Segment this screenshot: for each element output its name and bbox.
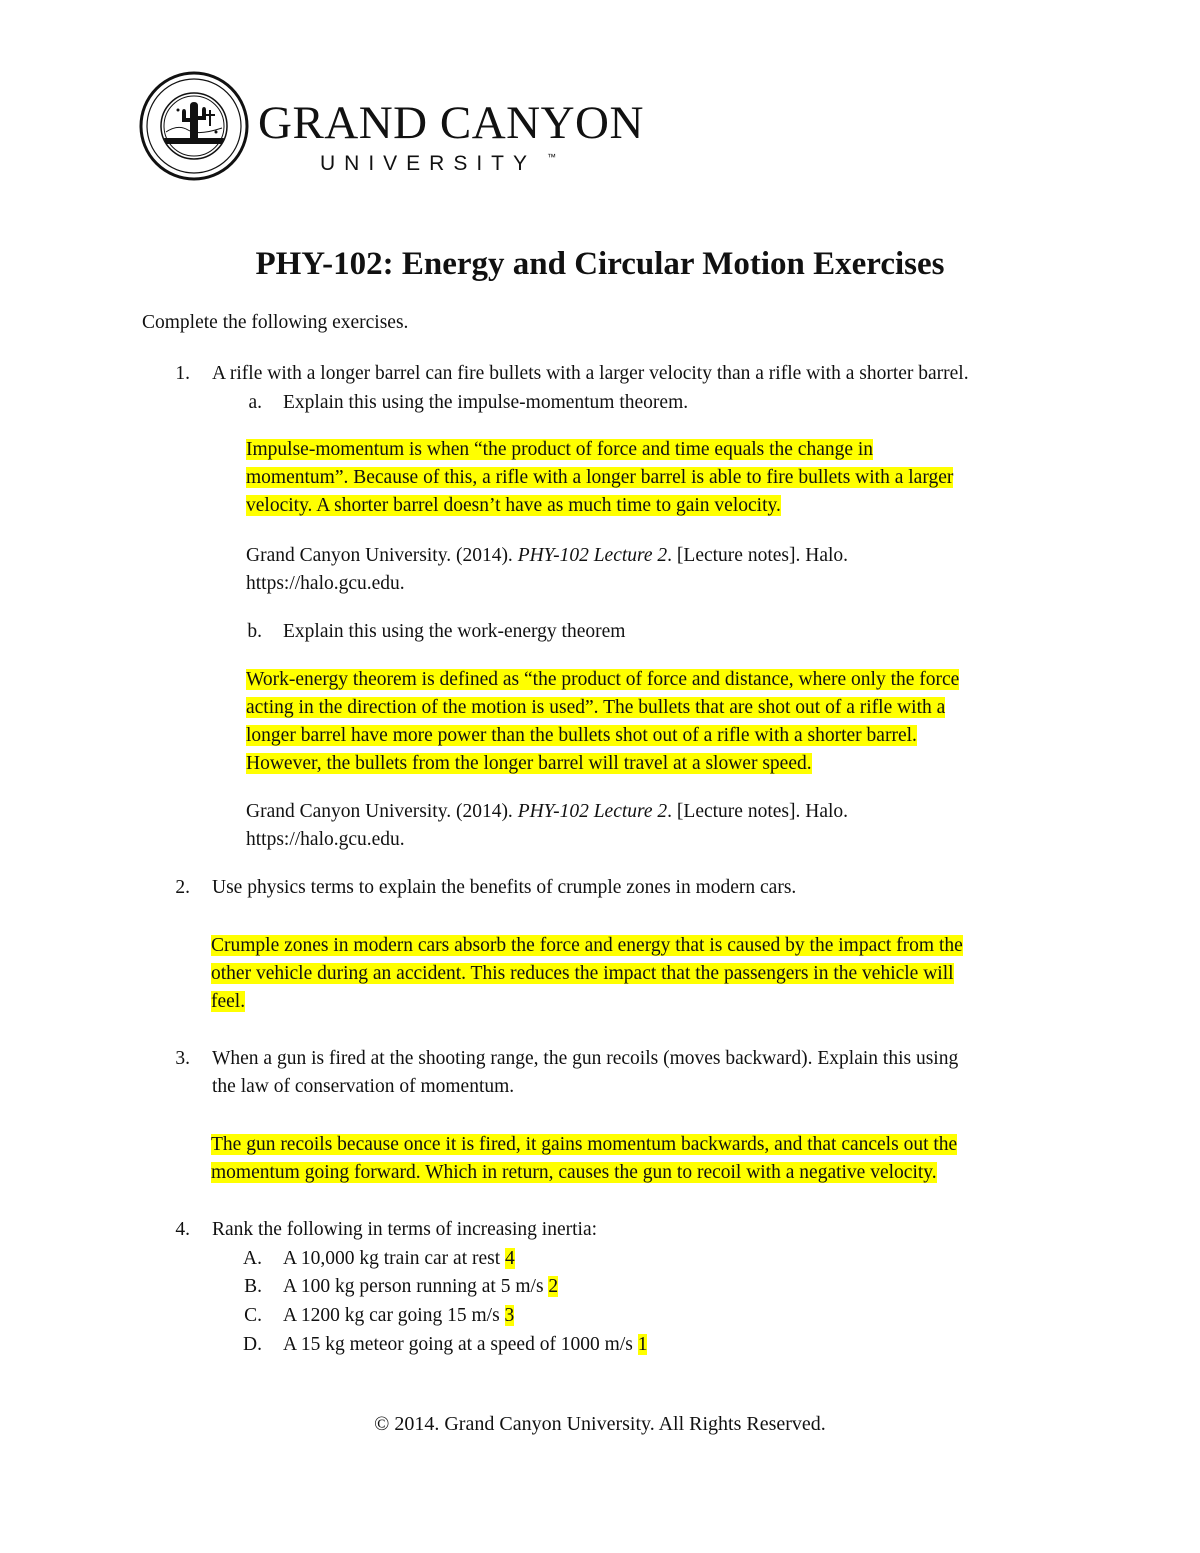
option-letter: B. (244, 1276, 262, 1297)
option-letter: C. (244, 1305, 262, 1326)
question-number: 1. (175, 363, 190, 384)
option-text: A 1200 kg car going 15 m/s (283, 1305, 505, 1326)
answer-line: The gun recoils because once it is fired, it gains momentum backwards, and that cancels out the (211, 1134, 958, 1155)
logo-subwordmark: UNIVERSITY (320, 152, 537, 175)
answer-line: feel. (211, 991, 246, 1012)
question-text: When a gun is fired at the shooting range, the gun recoils (moves backward). Explain this using (212, 1048, 959, 1069)
question-number: 3. (175, 1048, 190, 1069)
answer-line: acting in the direction of the motion is used”. The bullets that are shot out of a rifle with a (246, 697, 946, 718)
answer-line: momentum”. Because of this, a rifle with a longer barrel is able to fire bullets with a larger (246, 467, 954, 488)
question-number: 4. (175, 1219, 190, 1240)
citation-title: PHY-102 Lecture 2 (517, 545, 668, 566)
citation-url[interactable]: https://halo.gcu.edu. (246, 829, 405, 850)
citation (246, 542, 848, 571)
question-text: A rifle with a longer barrel can fire bullets with a larger velocity than a rifle with a shorter barrel. (212, 363, 969, 384)
citation-details: . [Lecture notes]. Halo. (667, 545, 849, 566)
answer-line: velocity. A shorter barrel doesn’t have as much time to gain velocity. (246, 495, 781, 516)
citation-url[interactable]: https://halo.gcu.edu. (246, 573, 405, 594)
university-seal-icon (138, 70, 250, 182)
university-logo (138, 70, 644, 190)
option-rank: 4 (505, 1248, 515, 1269)
question-text: Use physics terms to explain the benefits of crumple zones in modern cars. (212, 877, 797, 898)
subquestion-text: Explain this using the impulse-momentum theorem. (283, 392, 689, 413)
answer-line: Work-energy theorem is defined as “the product of force and distance, where only the force (246, 669, 960, 690)
option-text: A 15 kg meteor going at a speed of 1000 m/s (283, 1334, 638, 1355)
citation-details: . [Lecture notes]. Halo. (667, 801, 849, 822)
answer-line: However, the bullets from the longer barrel will travel at a slower speed. (246, 753, 812, 774)
logo-trademark: ™ (547, 152, 556, 162)
option-rank: 2 (548, 1276, 559, 1297)
logo-wordmark: GRAND CANYON (258, 97, 644, 149)
intro-text: Complete the following exercises. (142, 312, 409, 333)
subquestion-letter: b. (247, 621, 262, 642)
option-item (283, 1245, 515, 1274)
option-rank: 1 (637, 1334, 648, 1355)
subquestion-letter: a. (248, 392, 262, 413)
option-item (283, 1273, 558, 1302)
question-number: 2. (175, 877, 190, 898)
answer-line: Impulse-momentum is when “the product of force and time equals the change in (246, 439, 874, 460)
question-text: Rank the following in terms of increasing inertia: (212, 1219, 598, 1240)
answer-line: longer barrel have more power than the bullets shot out of a rifle with a shorter barrel. (246, 725, 917, 746)
copyright-footer: © 2014. Grand Canyon University. All Rights Reserved. (374, 1413, 826, 1435)
option-text: A 100 kg person running at 5 m/s (283, 1276, 549, 1297)
citation-author: Grand Canyon University. (2014). (246, 545, 518, 566)
answer-line: momentum going forward. Which in return, causes the gun to recoil with a negative velocity. (211, 1162, 937, 1183)
option-letter: D. (243, 1334, 262, 1355)
question-text: the law of conservation of momentum. (212, 1076, 515, 1097)
option-letter: A. (243, 1248, 262, 1269)
answer-line: Crumple zones in modern cars absorb the force and energy that is caused by the impact from the (211, 935, 963, 956)
citation-title: PHY-102 Lecture 2 (517, 801, 668, 822)
subquestion-text: Explain this using the work-energy theorem (283, 621, 626, 642)
option-text: A 10,000 kg train car at rest (283, 1248, 506, 1269)
option-item (283, 1302, 514, 1331)
answer-line: other vehicle during an accident. This reduces the impact that the passengers in the vehicle will (211, 963, 954, 984)
page-title: PHY-102: Energy and Circular Motion Exercises (255, 246, 945, 282)
option-rank: 3 (504, 1305, 515, 1326)
option-item (283, 1331, 647, 1360)
citation (246, 798, 848, 827)
citation-author: Grand Canyon University. (2014). (246, 801, 518, 822)
